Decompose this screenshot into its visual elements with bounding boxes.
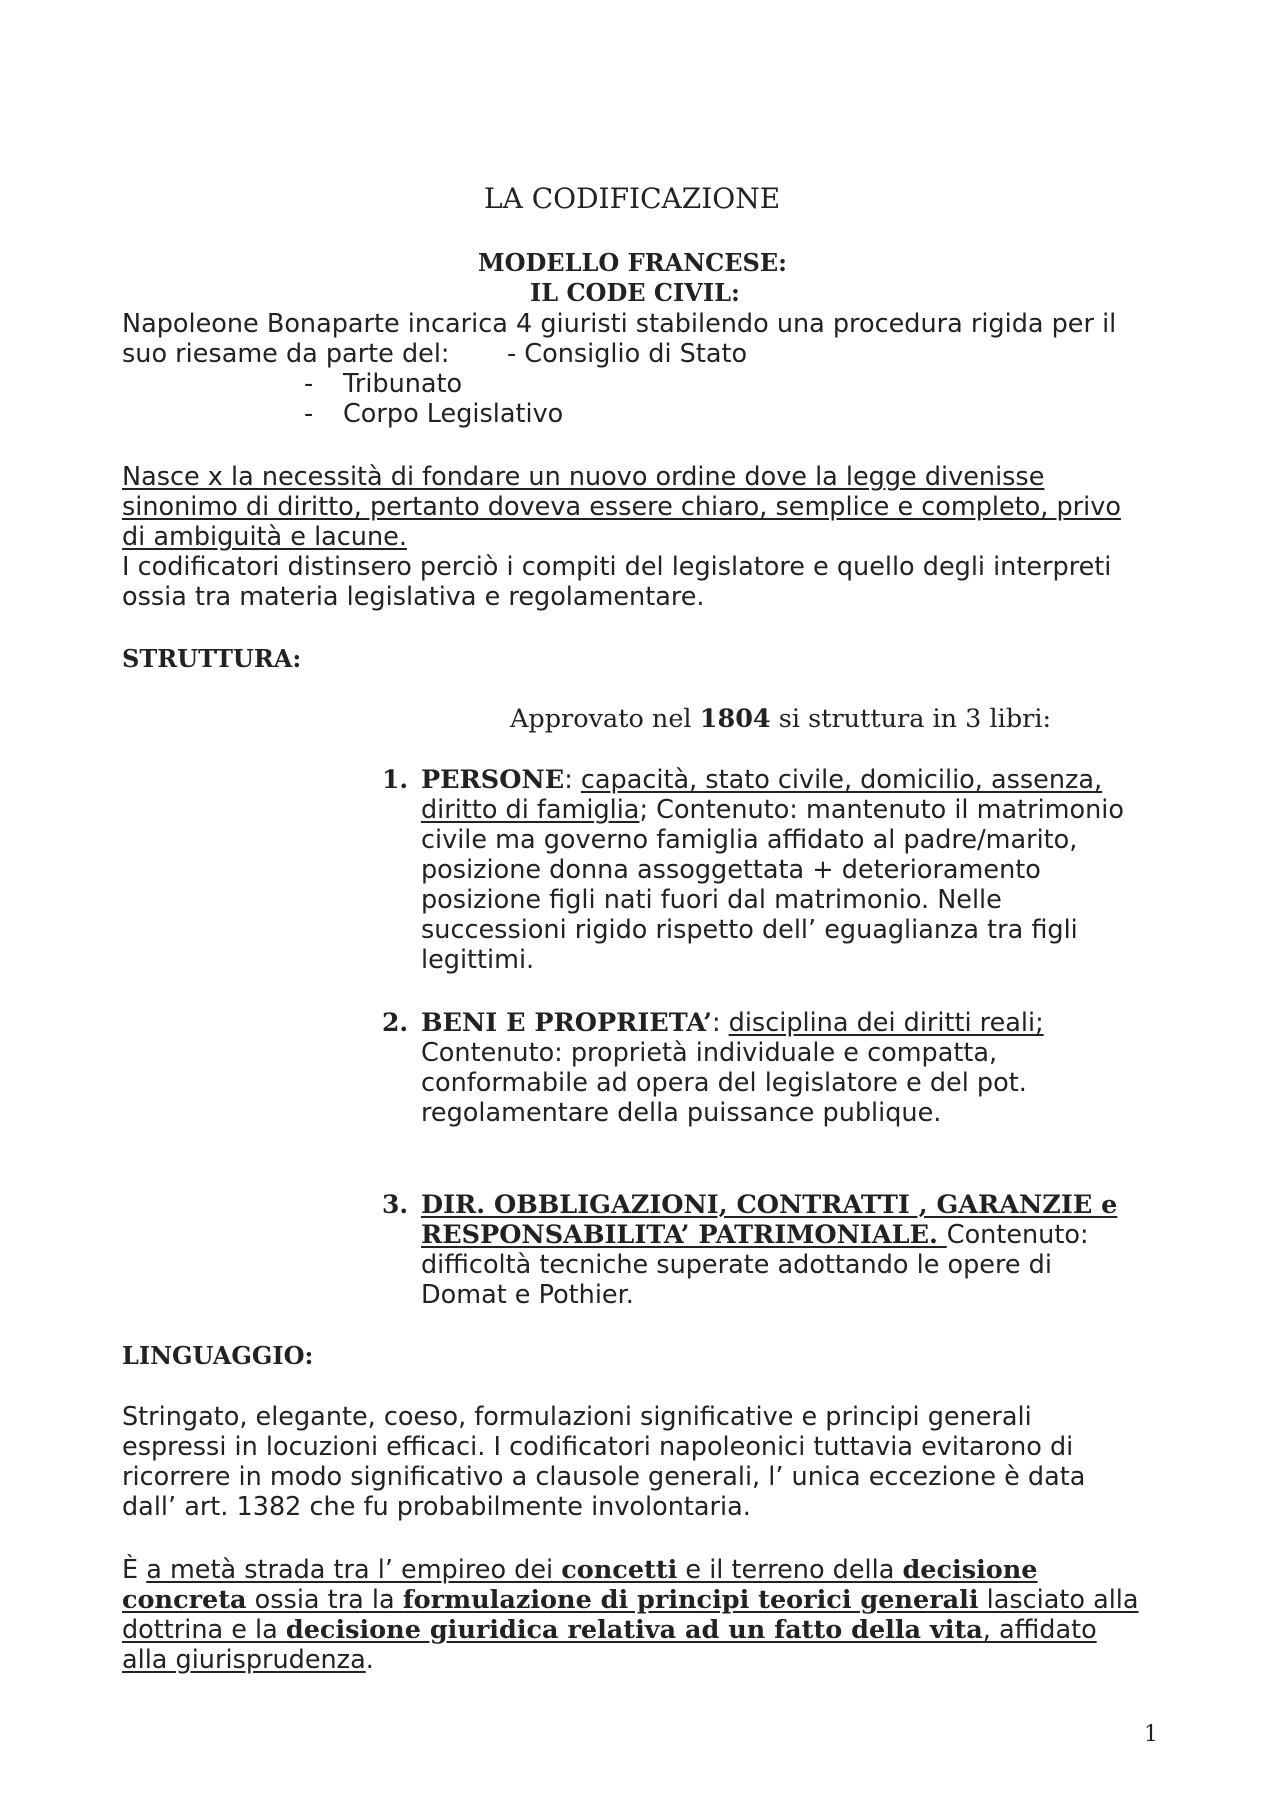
section-heading-struttura: STRUTTURA: xyxy=(122,644,302,673)
section-heading-modello: MODELLO FRANCESE: xyxy=(478,248,788,277)
section-heading-code-civil: IL CODE CIVIL: xyxy=(530,278,740,307)
list-item: - Consiglio di Stato xyxy=(507,339,748,369)
book-line: civile ma governo famiglia affidato al padre/marito, xyxy=(421,825,1078,855)
book-line: PERSONE: capacità, stato civile, domicilio, assenza, xyxy=(421,765,1103,795)
book-line: DIR. OBBLIGAZIONI, CONTRATTI , GARANZIE e xyxy=(421,1190,1118,1220)
book-line: regolamentare della puissance publique. xyxy=(421,1098,942,1128)
paragraph-line: alla giurisprudenza. xyxy=(122,1645,374,1675)
book-number: 1. xyxy=(382,765,409,794)
book-line: posizione donna assoggettata + deterioramento xyxy=(421,855,1041,885)
book-line: BENI E PROPRIETA’: disciplina dei diritti reali; xyxy=(421,1008,1044,1038)
book-line: posizione figli nati fuori dal matrimonio. Nelle xyxy=(421,885,1002,915)
page-title: LA CODIFICAZIONE xyxy=(484,182,781,215)
section-heading-linguaggio: LINGUAGGIO: xyxy=(122,1341,314,1370)
book-number: 2. xyxy=(382,1008,409,1037)
paragraph-line: ossia tra materia legislativa e regolamentare. xyxy=(122,582,705,612)
book-line: Contenuto: proprietà individuale e compatta, xyxy=(421,1038,998,1068)
paragraph-line: di ambiguità e lacune. xyxy=(122,522,407,552)
list-dash: - xyxy=(304,399,314,429)
paragraph-line: Nasce x la necessità di fondare un nuovo ordine dove la legge divenisse xyxy=(122,462,1045,492)
book-line: difficoltà tecniche superate adottando le opere di xyxy=(421,1250,1052,1280)
book-line: legittimi. xyxy=(421,945,535,975)
page-number: 1 xyxy=(1144,1722,1158,1747)
paragraph-line: I codificatori distinsero perciò i compiti del legislatore e quello degli interpreti xyxy=(122,552,1112,582)
list-dash: - xyxy=(304,369,314,399)
paragraph-line: dottrina e la decisione giuridica relativa ad un fatto della vita, affidato xyxy=(122,1615,1097,1645)
book-line: conformabile ad opera del legislatore e del pot. xyxy=(421,1068,1027,1098)
paragraph-line: ricorrere in modo significativo a clausole generali, l’ unica eccezione è data xyxy=(122,1462,1086,1492)
paragraph-line: concreta ossia tra la formulazione di principi teorici generali lasciato alla xyxy=(122,1585,1139,1615)
paragraph-line: dall’ art. 1382 che fu probabilmente involontaria. xyxy=(122,1492,751,1522)
approved-line: Approvato nel 1804 si struttura in 3 libri: xyxy=(510,704,1052,734)
book-number: 3. xyxy=(382,1190,409,1219)
book-line: Domat e Pothier. xyxy=(421,1280,634,1310)
paragraph-line: espressi in locuzioni efficaci. I codificatori napoleonici tuttavia evitarono di xyxy=(122,1432,1074,1462)
paragraph-line: sinonimo di diritto, pertanto doveva essere chiaro, semplice e completo, privo xyxy=(122,492,1121,522)
intro-line: Napoleone Bonaparte incarica 4 giuristi stabilendo una procedura rigida per il xyxy=(122,309,1117,339)
list-item: Corpo Legislativo xyxy=(343,399,564,429)
list-item: Tribunato xyxy=(343,369,463,399)
intro-line: suo riesame da parte del: xyxy=(122,339,450,369)
paragraph-line: Stringato, elegante, coeso, formulazioni significative e principi generali xyxy=(122,1402,1032,1432)
book-line: diritto di famiglia; Contenuto: mantenuto il matrimonio xyxy=(421,795,1124,825)
paragraph-line: È a metà strada tra l’ empireo dei concetti e il terreno della decisione xyxy=(122,1555,1038,1585)
book-line: RESPONSABILITA’ PATRIMONIALE. Contenuto: xyxy=(421,1220,1089,1250)
book-line: successioni rigido rispetto dell’ eguaglianza tra figli xyxy=(421,915,1078,945)
